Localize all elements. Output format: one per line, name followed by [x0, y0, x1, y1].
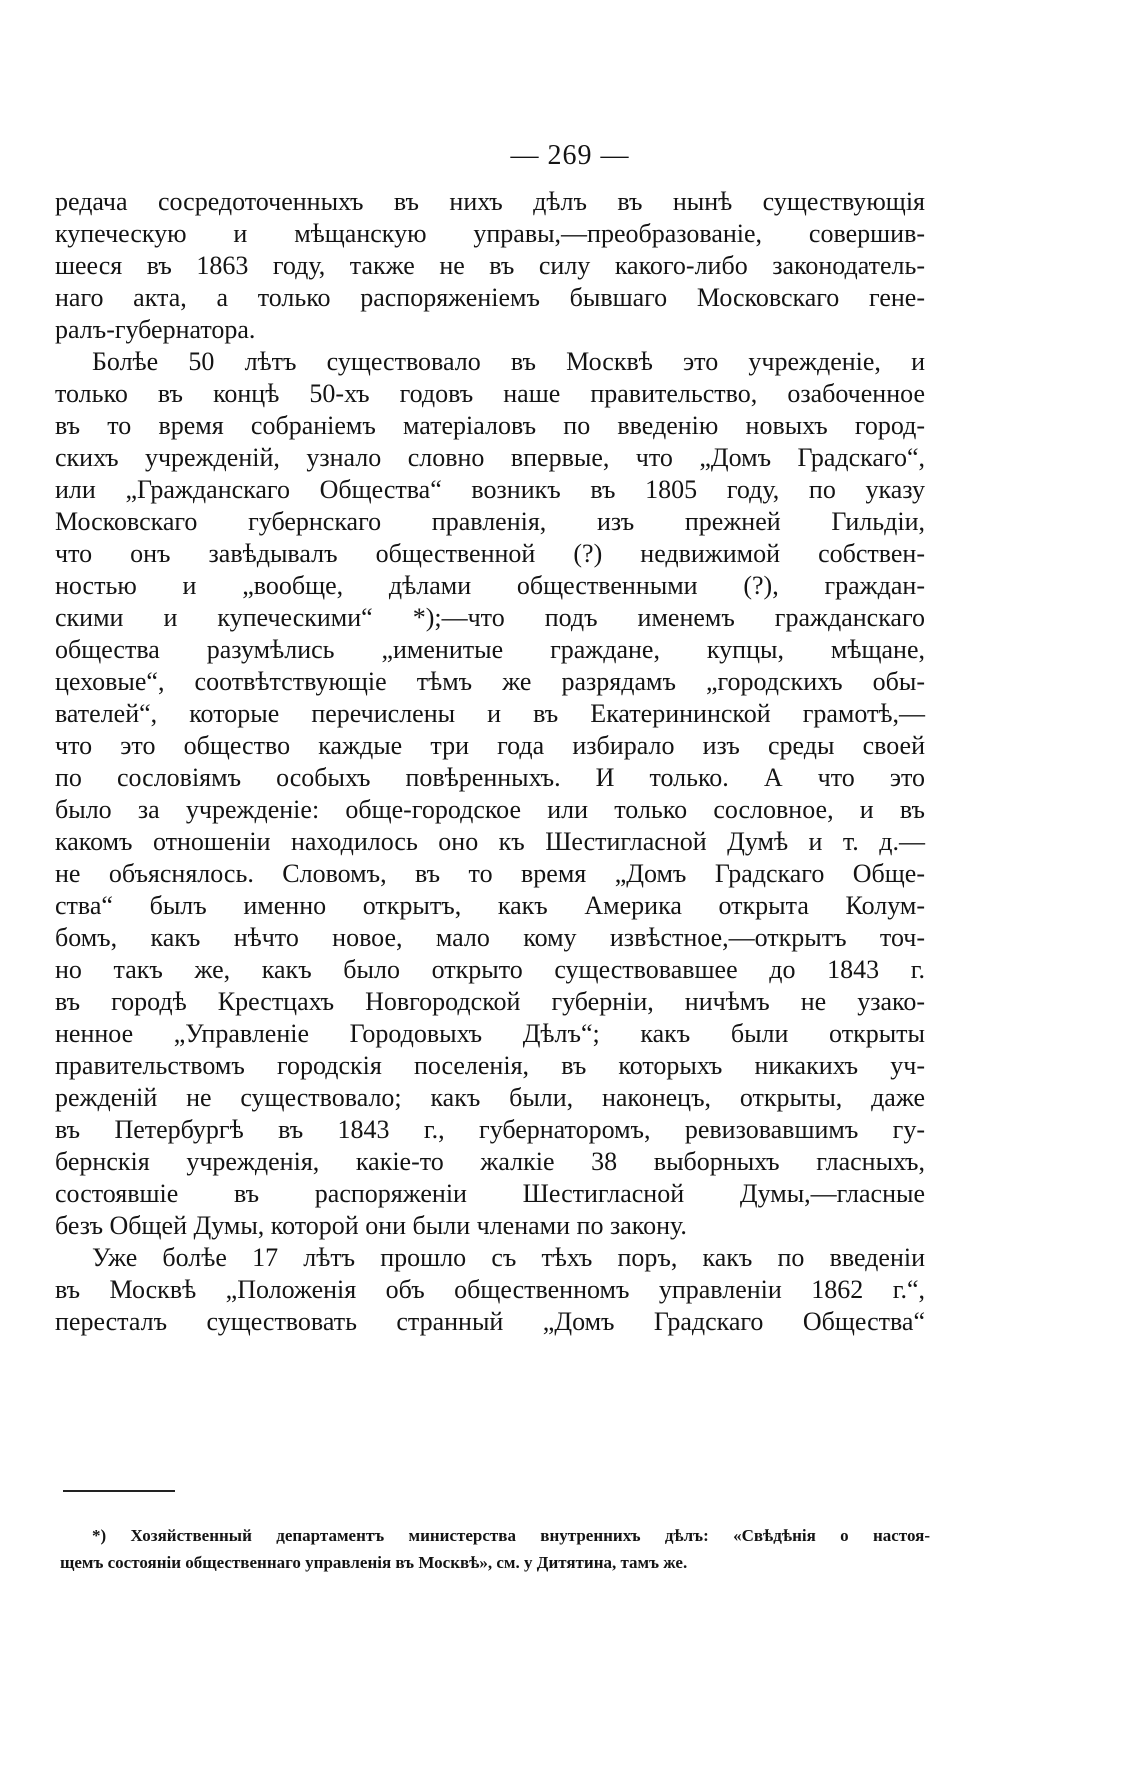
text-line: вателей“, которые перечислены и въ Екатерининской грамотѣ,— — [55, 699, 925, 728]
text-line: правительствомъ городскія поселенія, въ которыхъ никакихъ уч- — [55, 1051, 925, 1080]
text-line: цеховые“, соотвѣтствующіе тѣмъ же разрядамъ „городскихъ обы- — [55, 667, 925, 696]
text-line: какомъ отношеніи находилось оно къ Шестигласной Думѣ и т. д.— — [55, 827, 925, 856]
text-line: Уже болѣе 17 лѣтъ прошло съ тѣхъ поръ, какъ по введеніи — [92, 1243, 925, 1272]
footnote-line: *) Хозяйственный департаментъ министерства внутреннихъ дѣлъ: «Свѣдѣнія о настоя- — [92, 1526, 930, 1545]
text-line: но такъ же, какъ было открыто существовавшее до 1843 г. — [55, 955, 925, 984]
text-line: по сословіямъ особыхъ повѣренныхъ. И только. А что это — [55, 763, 925, 792]
page-number: — 269 — — [510, 140, 630, 171]
footnote-divider — [63, 1490, 175, 1492]
text-line: въ Петербургѣ въ 1843 г., губернаторомъ, ревизовавшимъ гу- — [55, 1115, 925, 1144]
text-line: безъ Общей Думы, которой они были членами по закону. — [55, 1211, 687, 1240]
text-line: было за учрежденіе: обще-городское или только сословное, и въ — [55, 795, 925, 824]
text-line: скихъ учрежденій, узнало словно впервые, что „Домъ Градскаго“, — [55, 443, 925, 472]
text-line: или „Гражданскаго Общества“ возникъ въ 1805 году, по указу — [55, 475, 925, 504]
text-line: шееся въ 1863 году, также не въ силу какого-либо законодатель- — [55, 251, 925, 280]
text-line: режденій не существовало; какъ были, наконецъ, открыты, даже — [55, 1083, 925, 1112]
text-line: не объяснялось. Словомъ, въ то время „Домъ Градскаго Обще- — [55, 859, 925, 888]
text-line: скими и купеческими“ *);—что подъ именемъ гражданскаго — [55, 603, 925, 632]
text-line: ненное „Управленіе Городовыхъ Дѣлъ“; какъ были открыты — [55, 1019, 925, 1048]
text-line: общества разумѣлись „именитые граждане, купцы, мѣщане, — [55, 635, 925, 664]
text-line: Болѣе 50 лѣтъ существовало въ Москвѣ это учрежденіе, и — [92, 347, 925, 376]
text-line: наго акта, а только распоряженіемъ бывшаго Московскаго гене- — [55, 283, 925, 312]
text-line: въ городѣ Крестцахъ Новгородской губерніи, ничѣмъ не узако- — [55, 987, 925, 1016]
text-line: что онъ завѣдывалъ общественной (?) недвижимой собствен- — [55, 539, 925, 568]
text-line: въ то время собраніемъ матеріаловъ по введенію новыхъ город- — [55, 411, 925, 440]
text-line: редача сосредоточенныхъ въ нихъ дѣлъ въ нынѣ существующія — [55, 187, 925, 216]
text-line: ства“ былъ именно открытъ, какъ Америка открыта Колум- — [55, 891, 925, 920]
text-line: бернскія учрежденія, какіе-то жалкіе 38 выборныхъ гласныхъ, — [55, 1147, 925, 1176]
text-line: бомъ, какъ нѣчто новое, мало кому извѣстное,—открытъ точ- — [55, 923, 925, 952]
text-line: только въ концѣ 50-хъ годовъ наше правительство, озабоченное — [55, 379, 925, 408]
text-line: ностью и „вообще, дѣлами общественными (?), граждан- — [55, 571, 925, 600]
footnote-line: щемъ состояніи общественнаго управленія въ Москвѣ», см. у Дитятина, тамъ же. — [60, 1553, 688, 1572]
text-line: состоявшіе въ распоряженіи Шестигласной Думы,—гласные — [55, 1179, 925, 1208]
text-line: купеческую и мѣщанскую управы,—преобразованіе, совершив- — [55, 219, 925, 248]
text-line: что это общество каждые три года избирало изъ среды своей — [55, 731, 925, 760]
text-line: ралъ-губернатора. — [55, 315, 256, 344]
text-line: въ Москвѣ „Положенія объ общественномъ управленіи 1862 г.“, — [55, 1275, 925, 1304]
text-line: Московскаго губернскаго правленія, изъ прежней Гильдіи, — [55, 507, 925, 536]
text-line: пересталъ существовать странный „Домъ Градскаго Общества“ — [55, 1307, 925, 1336]
